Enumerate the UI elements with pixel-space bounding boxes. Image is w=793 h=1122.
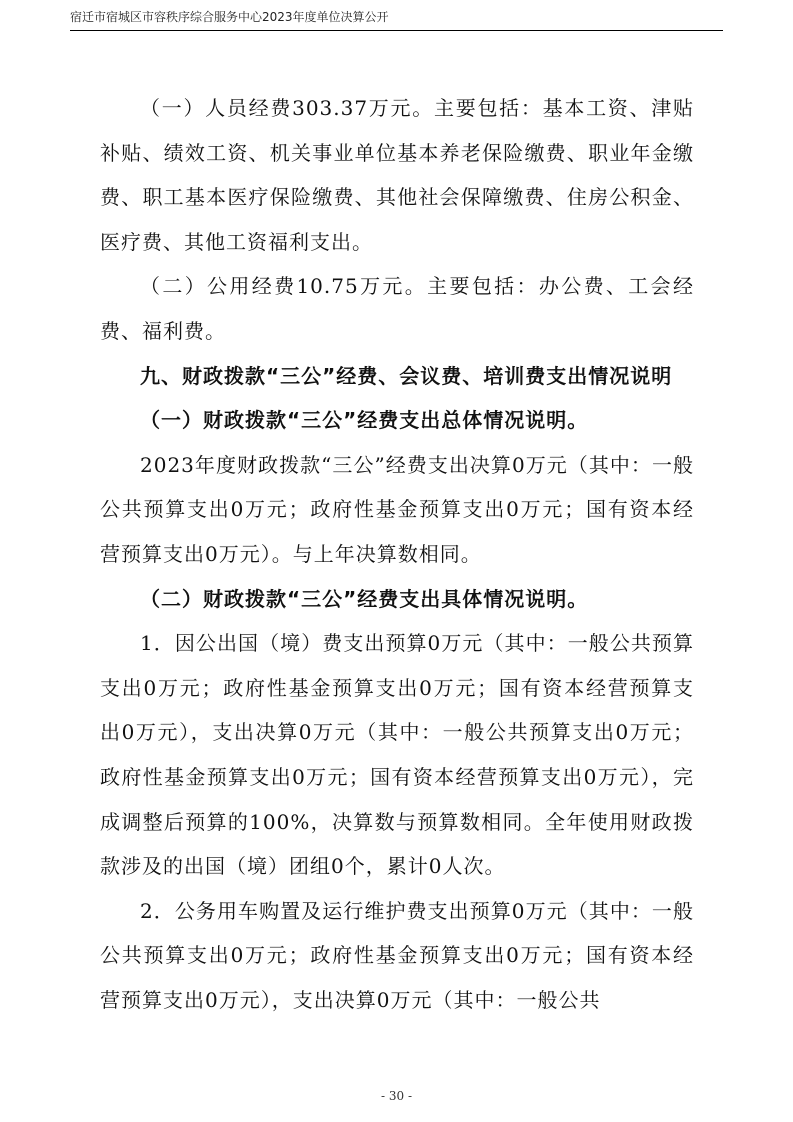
- subheading-overall: （一）财政拨款“三公”经费支出总体情况说明。: [140, 408, 589, 433]
- subheading-specific: （二）财政拨款“三公”经费支出具体情况说明。: [140, 586, 589, 611]
- section-heading-nine: 九、财政拨款“三公”经费、会议费、培训费支出情况说明: [140, 363, 673, 388]
- document-header: [70, 8, 723, 31]
- paragraph-personnel-expenses: （一）人员经费303.37万元。主要包括：基本工资、津贴补贴、绩效工资、机关事业单位基本养老保险缴费、职业年金缴费、职工基本医疗保险缴费、其他社会保障缴费、住房公积金、医疗费、其他工资福利支出。: [100, 96, 694, 254]
- page-number: - 30 -: [380, 1089, 412, 1103]
- paragraph-official-vehicles: 2．公务用车购置及运行维护费支出预算0万元（其中：一般公共预算支出0万元；政府性基金预算支出0万元；国有资本经营预算支出0万元），支出决算0万元（其中：一般公共: [100, 898, 694, 1012]
- header-title: 宿迁市宿城区市容秩序综合服务中心2023年度单位决算公开: [70, 10, 389, 24]
- paragraph-overall: 2023年度财政拨款“三公”经费支出决算0万元（其中：一般公共预算支出0万元；政府性基金预算支出0万元；国有资本经营预算支出0万元）。与上年决算数相同。: [100, 452, 694, 566]
- document-body: [100, 86, 694, 1022]
- paragraph-public-expenses: （二）公用经费10.75万元。主要包括：办公费、工会经费、福利费。: [100, 274, 694, 343]
- paragraph-overseas-travel: 1．因公出国（境）费支出预算0万元（其中：一般公共预算支出0万元；政府性基金预算支出0万元；国有资本经营预算支出0万元），支出决算0万元（其中：一般公共预算支出0万元；政府性基金预算支出0万元；国有资本经营预算支出0万元），完成调整后预算的100%，决算数与预算数相同。全年使用财政拨款涉及的出国（境）团组0个，累计0人次。: [100, 631, 694, 879]
